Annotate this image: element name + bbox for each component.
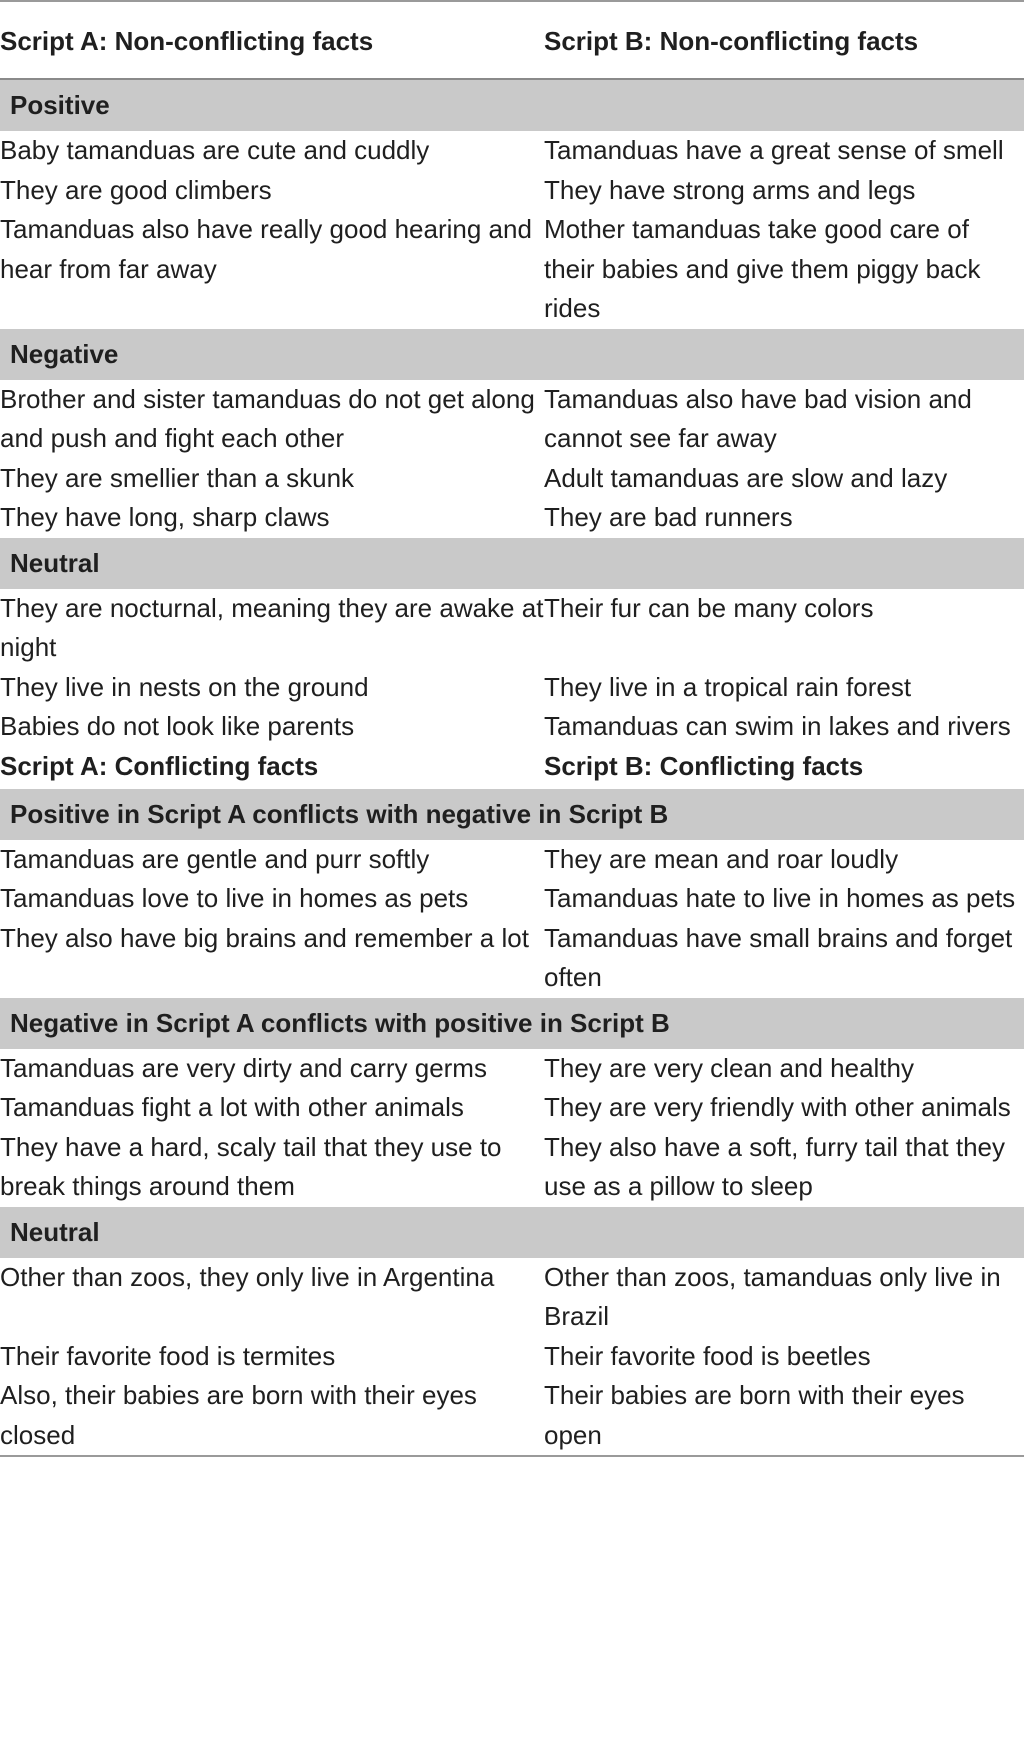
script-a-cell: They are nocturnal, meaning they are awake at night	[0, 592, 544, 662]
script-a-cell: Babies do not look like parents	[0, 711, 355, 741]
table-row	[0, 1337, 1024, 1377]
conflicting-body	[0, 789, 1024, 1456]
column-header-script-a: Script A: Non-conflicting facts	[0, 26, 374, 56]
script-b-cell: They are mean and roar loudly	[544, 843, 899, 874]
conflicting-header-row	[0, 747, 1024, 789]
script-a-cell: Also, their babies are born with their eyes closed	[0, 1380, 477, 1450]
script-b-cell: Tamanduas hate to live in homes as pets	[544, 883, 1016, 913]
section-heading: Negative in Script A conflicts with positive in Script B	[0, 998, 1024, 1049]
table-row	[0, 589, 1024, 668]
table-header-row	[0, 2, 1024, 78]
script-a-cell: They are good climbers	[0, 174, 272, 205]
section-heading: Positive	[0, 80, 1024, 131]
table-row	[0, 707, 1024, 747]
conflicting-header-script-a: Script A: Conflicting facts	[0, 750, 319, 781]
script-b-cell: They also have a soft, furry tail that they use as a pillow to sleep	[544, 1131, 1006, 1201]
table-row	[0, 840, 1024, 880]
script-a-cell: Baby tamanduas are cute and cuddly	[0, 135, 430, 165]
table-row	[0, 131, 1024, 171]
script-a-cell: They have long, sharp claws	[0, 502, 330, 532]
script-a-cell: Tamanduas love to live in homes as pets	[0, 883, 469, 913]
script-b-cell: Their favorite food is beetles	[544, 1340, 871, 1371]
table-row	[0, 1258, 1024, 1337]
script-a-cell: They live in nests on the ground	[0, 671, 369, 702]
table-row	[0, 210, 1024, 329]
table-row	[0, 459, 1024, 499]
table-row	[0, 1128, 1024, 1207]
table-row	[0, 171, 1024, 211]
section-heading: Negative	[0, 329, 1024, 380]
script-b-cell: Adult tamanduas are slow and lazy	[544, 462, 948, 493]
table-row	[0, 668, 1024, 708]
script-a-cell: Tamanduas also have really good hearing and hear from far away	[0, 214, 532, 284]
script-b-cell: Other than zoos, tamanduas only live in Brazil	[544, 1261, 1001, 1331]
section-heading: Neutral	[0, 1207, 1024, 1258]
script-b-cell: They have strong arms and legs	[544, 174, 916, 205]
table-row	[0, 380, 1024, 459]
script-a-cell: They also have big brains and remember a lot	[0, 922, 529, 953]
script-a-cell: Other than zoos, they only live in Argentina	[0, 1261, 495, 1292]
table-bottom-rule	[0, 1455, 1024, 1457]
section-heading: Neutral	[0, 538, 1024, 589]
table-row	[0, 498, 1024, 538]
script-b-cell: Tamanduas have a great sense of smell	[544, 135, 1004, 165]
script-a-cell: Brother and sister tamanduas do not get along and push and fight each other	[0, 383, 535, 453]
script-b-cell: They live in a tropical rain forest	[544, 671, 912, 702]
script-b-cell: Their babies are born with their eyes open	[544, 1380, 965, 1450]
script-b-cell: Their fur can be many colors	[544, 592, 874, 623]
script-b-cell: They are very friendly with other animals	[544, 1092, 1011, 1122]
script-b-cell: Tamanduas also have bad vision and cannot see far away	[544, 383, 972, 453]
script-a-cell: They have a hard, scaly tail that they use to break things around them	[0, 1131, 502, 1201]
script-b-cell: Tamanduas can swim in lakes and rivers	[544, 711, 1011, 741]
table-row	[0, 879, 1024, 919]
script-a-cell: Tamanduas are very dirty and carry germs	[0, 1052, 487, 1083]
section-heading: Positive in Script A conflicts with negative in Script B	[0, 789, 1024, 840]
nonconflicting-body	[0, 80, 1024, 747]
table-row	[0, 1376, 1024, 1455]
conflicting-header-script-b: Script B: Conflicting facts	[544, 750, 864, 781]
script-b-cell: Mother tamanduas take good care of their babies and give them piggy back rides	[544, 214, 981, 323]
script-a-cell: Their favorite food is termites	[0, 1340, 336, 1371]
table-row	[0, 919, 1024, 998]
script-b-cell: They are bad runners	[544, 502, 793, 532]
script-a-cell: They are smellier than a skunk	[0, 462, 355, 493]
script-b-cell: Tamanduas have small brains and forget often	[544, 922, 1013, 992]
table-row	[0, 1049, 1024, 1089]
column-header-script-b: Script B: Non-conflicting facts	[544, 26, 919, 56]
script-a-cell: Tamanduas fight a lot with other animals	[0, 1092, 464, 1122]
script-b-cell: They are very clean and healthy	[544, 1052, 914, 1083]
table-row	[0, 1088, 1024, 1128]
script-a-cell: Tamanduas are gentle and purr softly	[0, 843, 430, 874]
